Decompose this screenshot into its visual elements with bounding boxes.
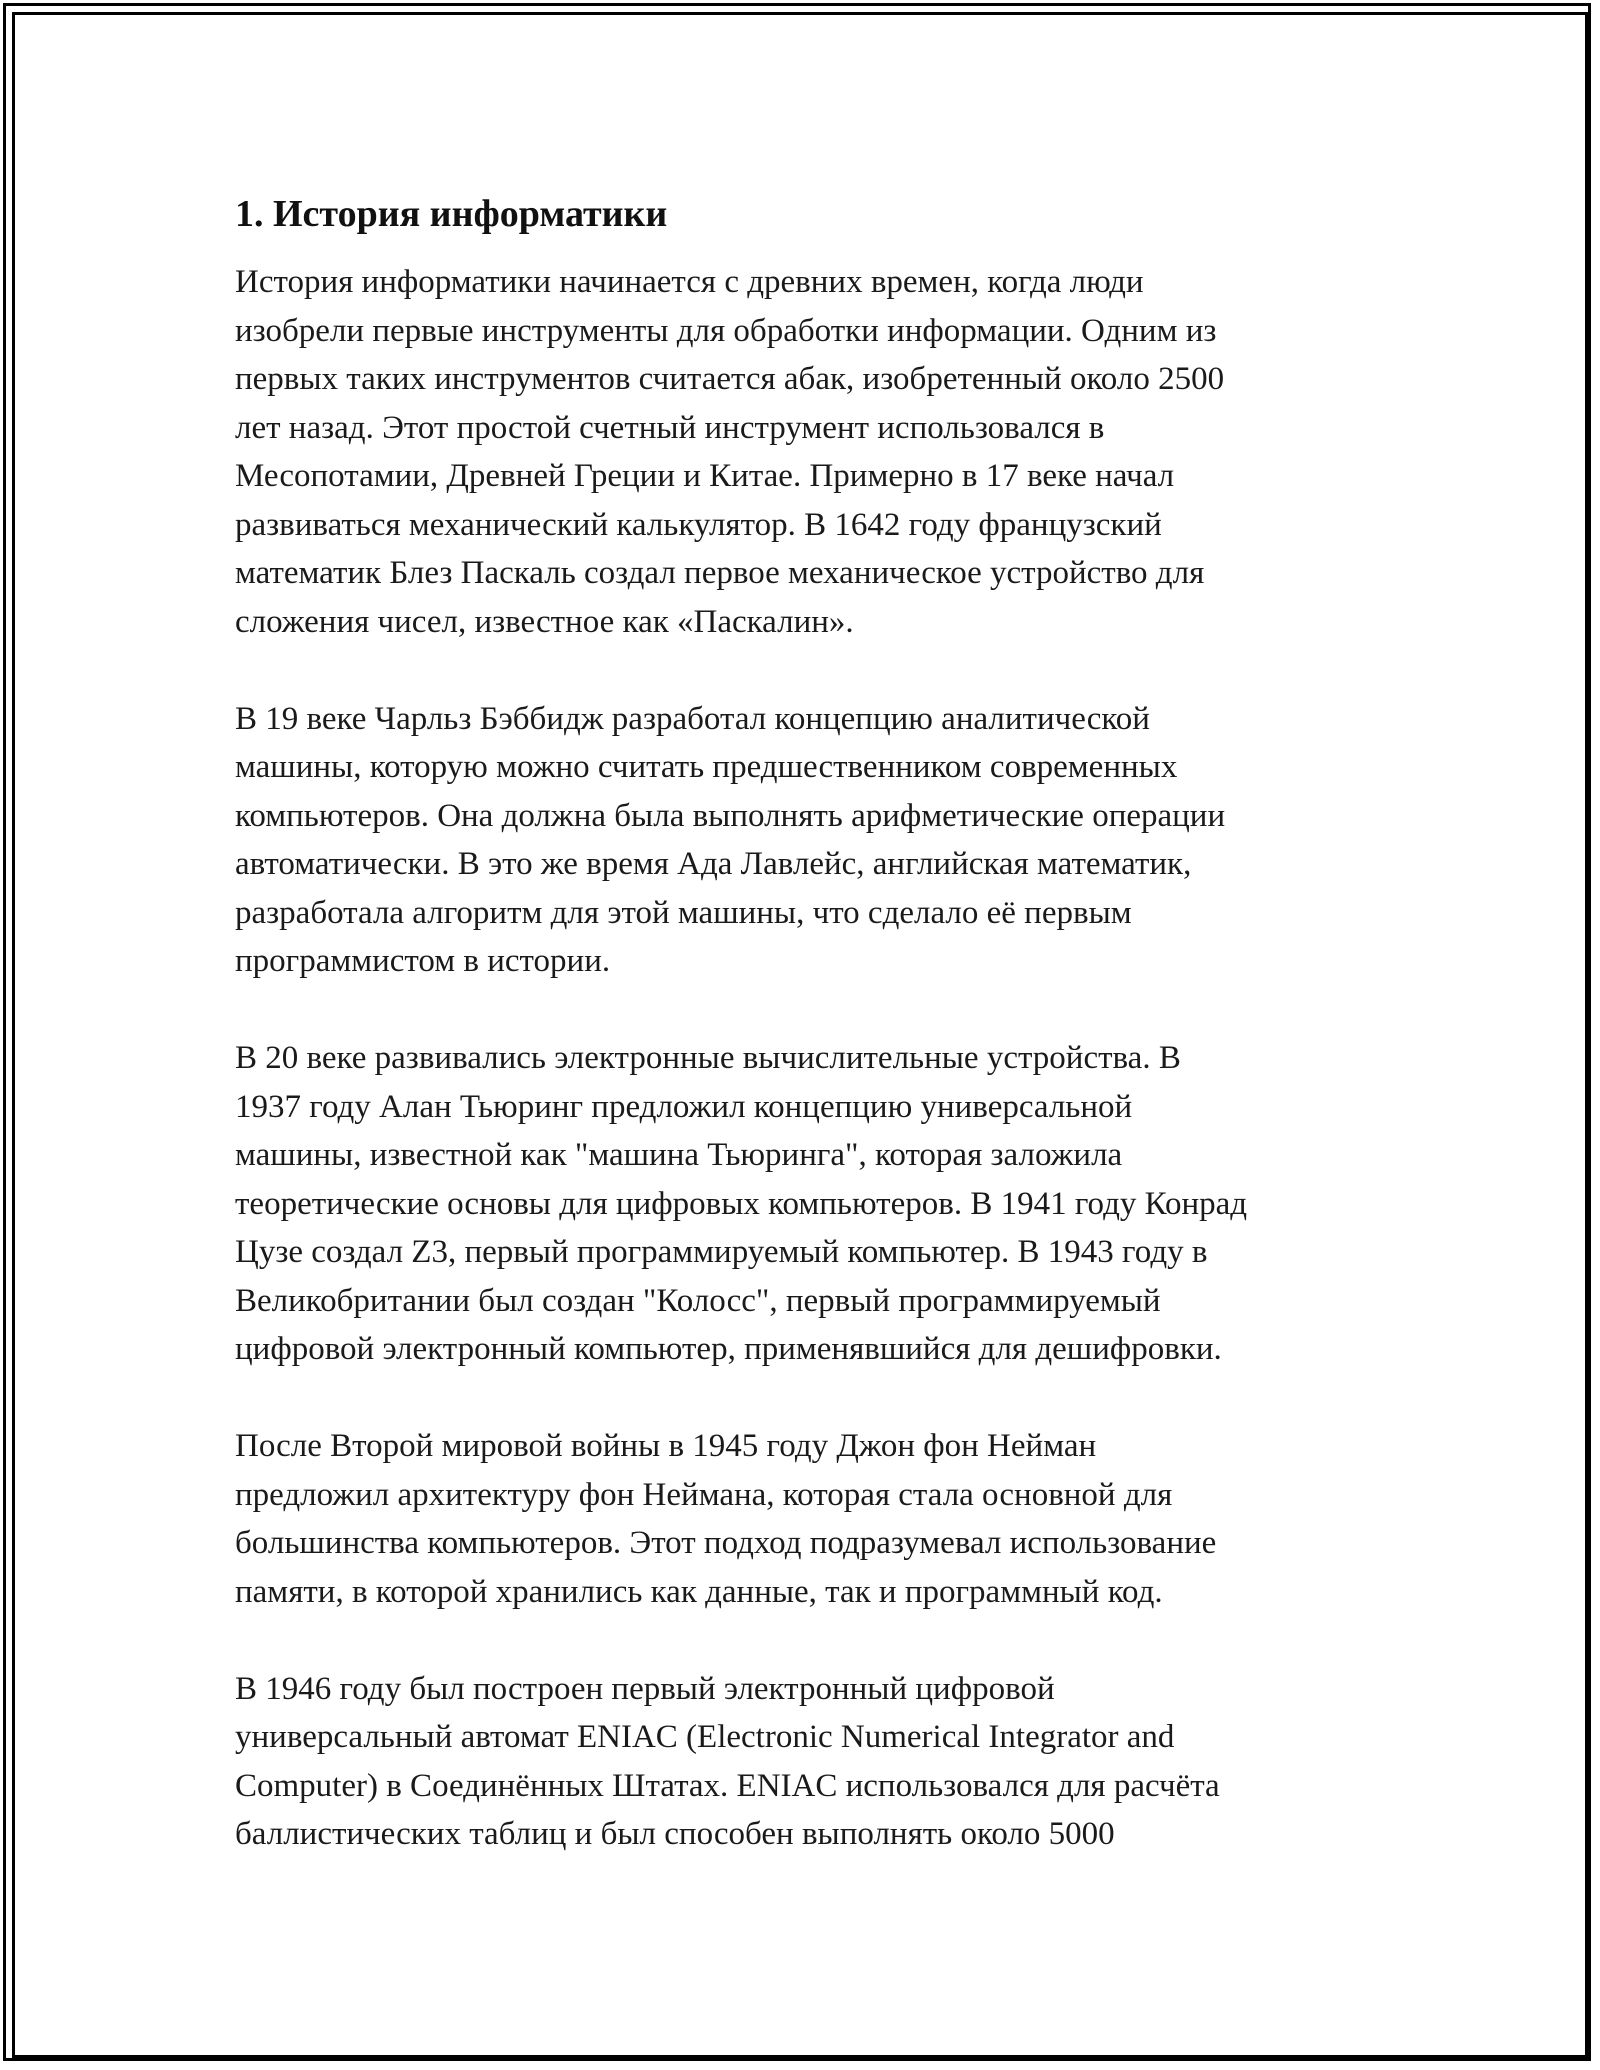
text-line: машины, известной как "машина Тьюринга", которая заложила [235, 1137, 1123, 1173]
text-line: предложил архитектуру фон Неймана, которая стала основной для [235, 1476, 1173, 1513]
text-line: В 1946 году был построен первый электронный цифровой [235, 1670, 1055, 1707]
text-line: История информатики начинается с древних времен, когда люди [235, 264, 1144, 300]
text-line: сложения чисел, известное как «Паскалин». [235, 603, 854, 640]
text-line: автоматически. В это же время Ада Лавлейс, английская математик, [235, 846, 1192, 882]
text-line: математик Блез Паскаль создал первое механическое устройство для [235, 555, 1205, 591]
text-line: После Второй мировой войны в 1945 году Джон фон Нейман [235, 1428, 1097, 1464]
text-line: компьютеров. Она должна была выполнять арифметические операции [235, 797, 1226, 834]
text-line: Великобритании был создан "Колосс", первый программируемый [235, 1282, 1161, 1319]
paragraph-eniac [235, 1665, 1375, 1859]
text-line: Цузе создал Z3, первый программируемый компьютер. В 1943 году в [235, 1234, 1208, 1270]
document-body [235, 188, 1375, 1907]
paragraph-20th-century [235, 1034, 1375, 1374]
text-line: большинства компьютеров. Этот подход подразумевал использование [235, 1525, 1217, 1561]
text-line: разработала алгоритм для этой машины, что сделало её первым [235, 894, 1132, 931]
text-line: машины, которую можно считать предшественником современных [235, 749, 1178, 785]
text-line: программистом в истории. [235, 943, 611, 979]
text-line: развиваться механический калькулятор. В 1642 году французский [235, 506, 1162, 543]
text-line: В 19 веке Чарльз Бэббидж разработал концепцию аналитической [235, 700, 1150, 737]
text-line: Computer) в Соединённых Штатах. ENIAC использовался для расчёта [235, 1767, 1220, 1804]
text-line: универсальный автомат ENIAC (Electronic Numerical Integrator and [235, 1719, 1175, 1755]
section-heading: 1. История информатики [235, 193, 668, 235]
paragraph-von-neumann [235, 1422, 1375, 1616]
text-line: лет назад. Этот простой счетный инструмент использовался в [235, 409, 1105, 446]
text-line: 1937 году Алан Тьюринг предложил концепцию универсальной [235, 1088, 1133, 1125]
text-line: первых таких инструментов считается абак, изобретенный около 2500 [235, 361, 1225, 397]
text-line: памяти, в которой хранились как данные, так и программный код. [235, 1573, 1163, 1610]
text-line: цифровой электронный компьютер, применявшийся для дешифровки. [235, 1331, 1222, 1367]
text-line: В 20 веке развивались электронные вычислительные устройства. В [235, 1040, 1181, 1076]
text-line: Месопотамии, Древней Греции и Китае. Примерно в 17 веке начал [235, 458, 1175, 494]
text-line: изобрели первые инструменты для обработки информации. Одним из [235, 312, 1217, 349]
text-line: теоретические основы для цифровых компьютеров. В 1941 году Конрад [235, 1185, 1248, 1222]
text-line: баллистических таблиц и был способен выполнять около 5000 [235, 1816, 1115, 1852]
paragraph-19th-century [235, 695, 1375, 986]
paragraph-ancient-history [235, 258, 1375, 646]
